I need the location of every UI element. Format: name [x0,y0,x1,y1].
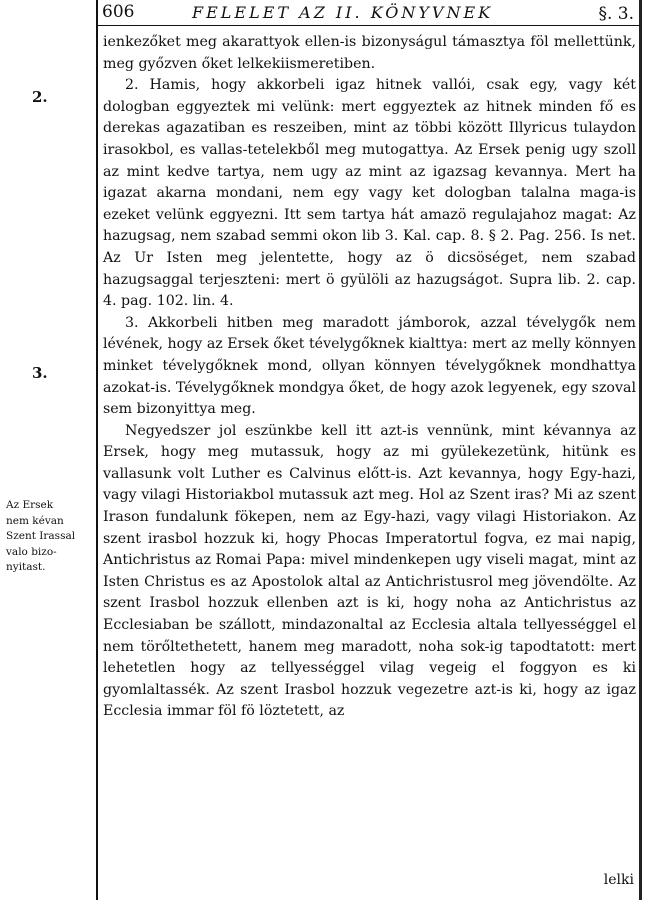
margin-note-line: nem kévan [6,514,64,527]
section-mark: §. 3. [598,4,634,24]
paragraph-point-3: 3. Akkorbeli hitben meg maradott jámborok, azzal tévelygők nem lévének, hogy az Ersek őket tévelygőknek kialttya: mert az melly könnyen minket tévelygőknek mond, ollyan könnyen tévelygőknek mondhattya azokat-is. Tévelygőknek mondgya őket, de hogy azok legyenek, egy szoval sem bizonyittya meg. [103,314,636,418]
text-column [103,32,636,723]
paragraph-continuation: ienkezőket meg akarattyok ellen-is bizonyságul támasztya föl mellettünk, meg győzven őket lelkekiismeretiben. [103,34,636,72]
margin-rule [96,0,98,900]
running-title: FELELET AZ II. KÖNYVNEK [192,3,494,22]
page-number: 606 [102,2,135,22]
margin-number-2: 2. [32,88,48,106]
margin-note-line: valo bizo- [6,545,57,558]
paragraph-fourth: Negyedszer jol eszünkbe kell itt azt-is vennünk, mint kévannya az Ersek, hogy meg mutassuk, hogy az mi gyülekezetünk, hitünk es vallasunk volt Luther es Calvinus előtt-is. Azt kevannya, hogy Egy-hazi, vagy vilagi Historiakbol mutassuk azt meg. Hol az Szent iras? Mi az szent Irason fundalunk fökepen, nem az Egy-hazi, vagy vilagi Historiakon. Az szent irasbol hozzuk ki, hogy Phocas Imperatortul fogva, ez mai napig, Antichristus az Romai Papa: mivel mindenkepen ugy viseli magat, mint az Isten Christus es az Apostolok altal az Antichristusrol meg jövendölte. Az szent Irasbol hozzuk ellenben azt is ki, hogy noha az Antichristus az Ecclesiaban be szállott, mindazonaltal az Ecclesia altala tellyességgel el nem törőltethetett, hanem meg maradott, noha sok-ig tapodtatott: mert lehetetlen hogy az tellyességgel vilag vegeig el foggyon es ki gyomlaltassék. Az szent Irasbol hozzuk vegezetre azt-is ki, hogy az igaz Ecclesia immar föl fö löztetett, az [103,422,636,720]
margin-note-line: nyitast. [6,561,46,573]
page-edge [639,0,642,900]
margin-note-line: Az Ersek [6,499,54,511]
paragraph-point-2: 2. Hamis, hogy akkorbeli igaz hitnek vallói, csak egy, vagy két dologban eggyeztek mi velünk: mert eggyeztek az hitnek minden fő es derekas agazatiban es reszeiben, mint az többi között Illyricus tulaydon irasokbol, es vallas-tetelekből meg mutogattya. Az Ersek penig ugy szoll az mint kedve tartya, nem ugy az mint az igazsag kevannya. Mert ha igazat akarna mondani, nem egy vagy ket dologban talalna maga-is ezeket velünk eggyezni. Itt sem tartya hát amazö regulajahoz magat: Az hazugsag, nem szabad semmi okon lib 3. Kal. cap. 8. § 2. Pag. 256. Is net. Az Ur Isten meg jelentette, hogy az ö dicsöséget, nem szabad hazugsaggal terjeszteni: mert ö gyülöli az hazugságot. Supra lib. 2. cap. 4. pag. 102. lin. 4. [103,77,636,310]
header-rule [98,25,640,26]
catchword: lelki [603,872,634,888]
margin-note [6,498,94,576]
margin-note-line: Szent Irassal [6,530,76,542]
page-header [100,2,636,24]
margin-number-3: 3. [32,364,48,382]
